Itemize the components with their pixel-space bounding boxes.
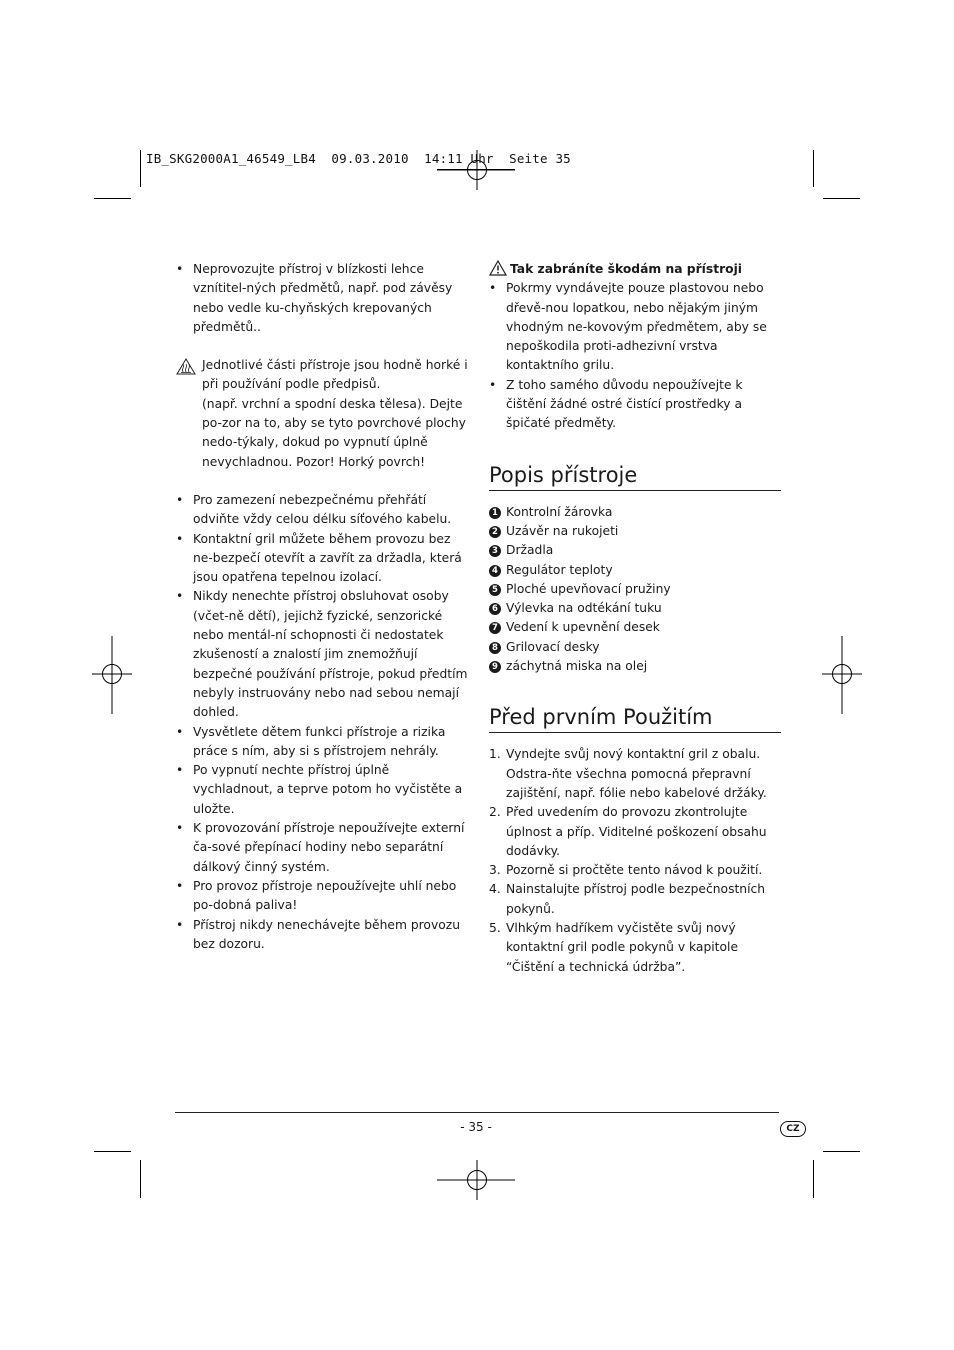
language-badge: CZ bbox=[780, 1121, 806, 1137]
list-item: • K provozování přístroje nepoužívejte externí ča-sové přepínací hodiny nebo separátní dálkový činný systém. bbox=[176, 819, 468, 877]
parts-list bbox=[489, 503, 781, 677]
first-use-heading: Před prvním Použitím bbox=[489, 704, 781, 733]
part-number-badge: 1 bbox=[489, 507, 501, 519]
registration-mark-bottom bbox=[437, 1160, 517, 1202]
part-item: 9 záchytná miska na olej bbox=[489, 657, 781, 676]
list-item: • Pro provoz přístroje nepoužívejte uhlí nebo po-dobná paliva! bbox=[176, 877, 468, 916]
part-item: 3 Držadla bbox=[489, 541, 781, 560]
part-number-badge: 8 bbox=[489, 642, 501, 654]
part-number-badge: 7 bbox=[489, 622, 501, 634]
bullets-top bbox=[176, 260, 468, 337]
registration-mark-right bbox=[822, 636, 864, 716]
list-item: • Kontaktní gril můžete během provozu bez ne-bezpečí otevřít a zavřít za držadla, která jsou opatřena tepelnou izolací. bbox=[176, 530, 468, 588]
part-item: 8 Grilovací desky bbox=[489, 638, 781, 657]
part-item: 7 Vedení k upevnění desek bbox=[489, 618, 781, 637]
description-heading: Popis přístroje bbox=[489, 462, 781, 491]
part-number-badge: 9 bbox=[489, 661, 501, 673]
part-item: 5 Ploché upevňovací pružiny bbox=[489, 580, 781, 599]
damage-section-title: Tak zabráníte škodám na přístroji bbox=[489, 260, 781, 279]
damage-bullets bbox=[489, 279, 781, 433]
print-slug: IB_SKG2000A1_46549_LB4 09.03.2010 14:11 Uhr Seite 35 bbox=[146, 151, 571, 166]
part-item: 1 Kontrolní žárovka bbox=[489, 503, 781, 522]
hot-surface-icon bbox=[176, 358, 196, 375]
registration-mark-left bbox=[92, 636, 134, 716]
part-item: 6 Výlevka na odtékání tuku bbox=[489, 599, 781, 618]
footer-rule bbox=[175, 1112, 779, 1113]
first-use-steps bbox=[489, 745, 781, 977]
step-item: 1. Vyndejte svůj nový kontaktní gril z obalu. Odstra-ňte všechna pomocná přepravní zajištění, např. fólie nebo kabelové držáky. bbox=[489, 747, 767, 800]
step-item: 5. Vlhkým hadříkem vyčistěte svůj nový kontaktní gril podle pokynů v kapitole “Čištění a technická údržba”. bbox=[489, 921, 739, 974]
warning-triangle-icon bbox=[489, 260, 507, 276]
part-number-badge: 2 bbox=[489, 526, 501, 538]
left-column bbox=[176, 260, 468, 954]
list-item: • Nikdy nenechte přístroj obsluhovat osoby (včet-ně dětí), jejichž fyzické, senzorické nebo mentál-ní schopnosti či nedostatek zkušeností a znalostí jim znemožňují bezpečné používání přístroje, pokud předtím nebyly instruovány nebo nad sebou nemají dohled. bbox=[176, 587, 468, 722]
step-item: 3. Pozorně si pročtěte tento návod k použití. bbox=[489, 863, 763, 878]
list-item: • Z toho samého důvodu nepoužívejte k čištění žádné ostré čistící prostředky a špičaté předměty. bbox=[489, 376, 781, 434]
hot-surface-warning bbox=[176, 356, 468, 472]
hot-warning-line-2: (např. vrchní a spodní deska tělesa). Dejte po-zor na to, aby se tyto povrchové plochy nedo-týkaly, dokud po vypnutí úplně nevychladnou. Pozor! Horký povrch! bbox=[202, 396, 466, 469]
slug-underline bbox=[437, 169, 515, 170]
list-item: • Přístroj nikdy nenechávejte během provozu bez dozoru. bbox=[176, 916, 468, 955]
part-number-badge: 3 bbox=[489, 545, 501, 557]
list-item: • Po vypnutí nechte přístroj úplně vychladnout, a teprve potom ho vyčistěte a uložte. bbox=[176, 761, 468, 819]
step-item: 2. Před uvedením do provozu zkontrolujte úplnost a příp. Viditelné poškození obsahu dodávky. bbox=[489, 805, 767, 858]
right-column bbox=[489, 260, 781, 977]
list-item: • Pro zamezení nebezpečnému přehřátí odviňte vždy celou délku síťového kabelu. bbox=[176, 491, 468, 530]
step-item: 4. Nainstalujte přístroj podle bezpečnostních pokynů. bbox=[489, 882, 766, 916]
list-item: • Vysvětlete dětem funkci přístroje a rizika práce s ním, aby si s přístrojem nehrály. bbox=[176, 723, 468, 762]
list-item: • Neprovozujte přístroj v blízkosti lehce vznítitel-ných předmětů, např. pod závěsy nebo vedle ku-chyňských krepovaných předmětů.. bbox=[176, 260, 468, 337]
part-number-badge: 5 bbox=[489, 584, 501, 596]
part-number-badge: 6 bbox=[489, 603, 501, 615]
list-item: • Pokrmy vyndávejte pouze plastovou nebo dřevě-nou lopatkou, nebo nějakým jiným vhodným ne-kovovým předmětem, aby se nepoškodila proti-adhezivní vrstva kontaktního grilu. bbox=[489, 279, 781, 375]
part-number-badge: 4 bbox=[489, 565, 501, 577]
part-item: 2 Uzávěr na rukojeti bbox=[489, 522, 781, 541]
bullets-bottom bbox=[176, 491, 468, 954]
page-number: - 35 - bbox=[460, 1120, 492, 1134]
part-item: 4 Regulátor teploty bbox=[489, 561, 781, 580]
hot-warning-line-1: Jednotlivé části přístroje jsou hodně horké i při používání podle předpisů. bbox=[202, 358, 468, 392]
